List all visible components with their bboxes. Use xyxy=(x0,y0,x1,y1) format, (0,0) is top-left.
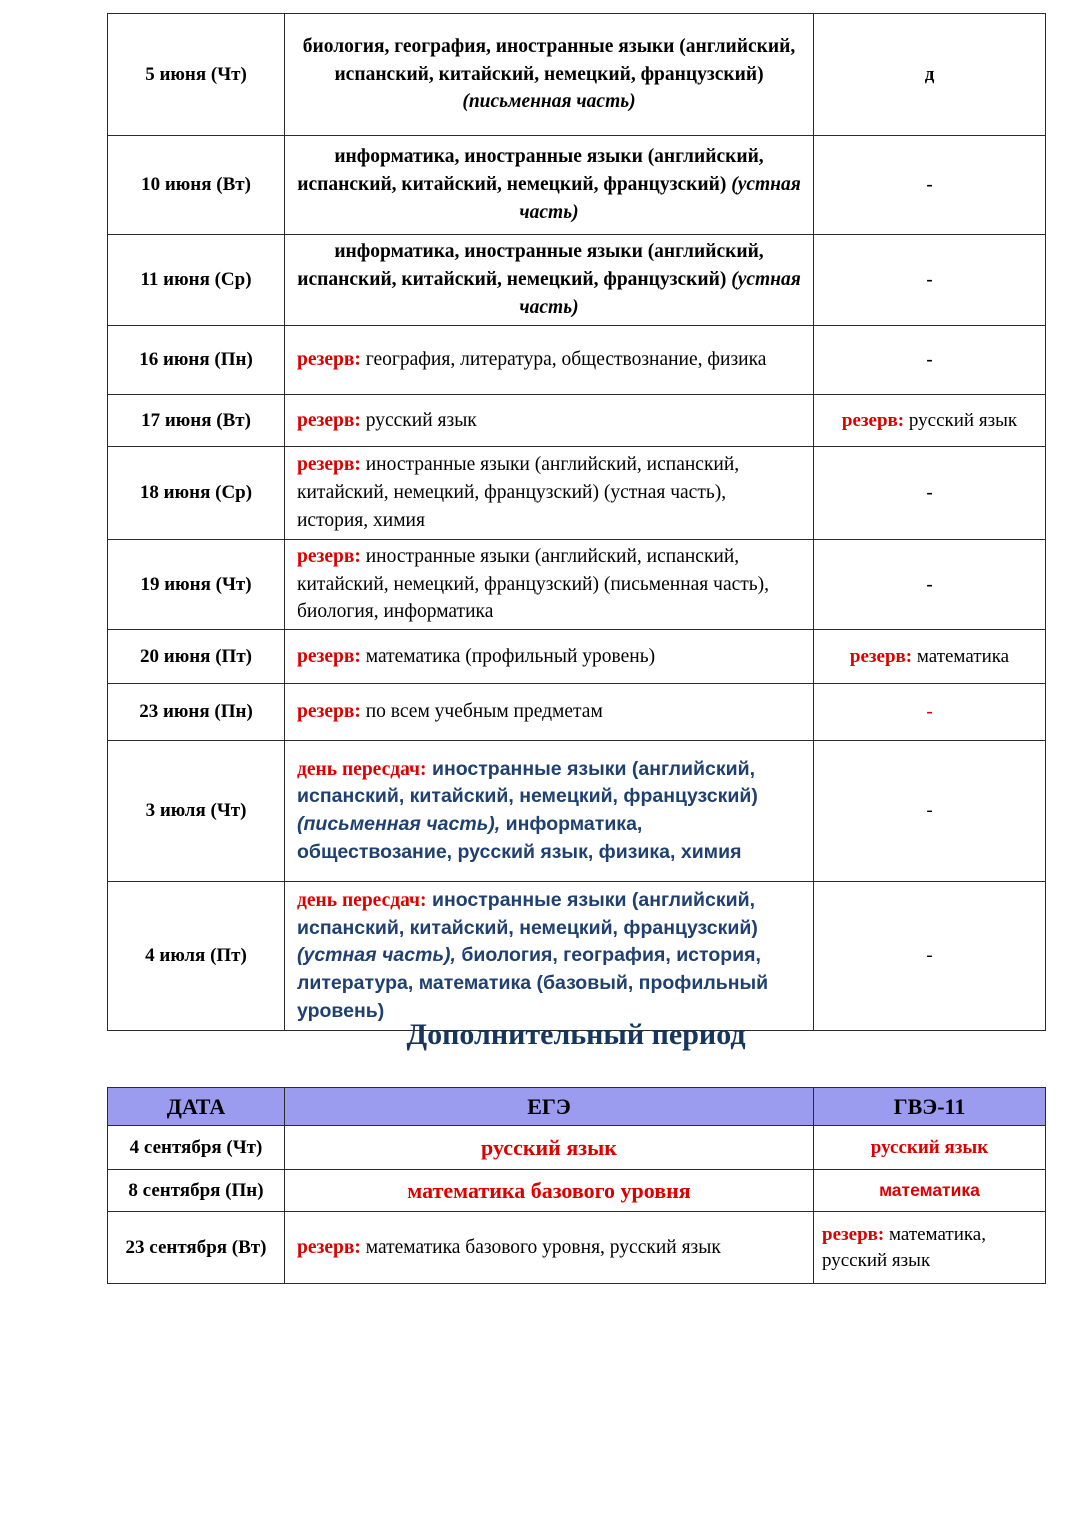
main-schedule-body xyxy=(108,14,1046,1031)
text-segment: резерв: xyxy=(297,409,361,431)
date-cell: 16 июня (Пн) xyxy=(108,326,285,395)
main-schedule-table xyxy=(107,13,1046,1031)
text-segment: (письменная часть) xyxy=(462,91,636,113)
text-segment: по всем учебным предметам xyxy=(360,701,603,723)
section-title: Дополнительный период xyxy=(406,1018,746,1051)
schedule-row xyxy=(108,1170,1046,1212)
text-segment: - xyxy=(926,482,933,504)
text-segment: резерв: xyxy=(297,349,361,371)
text-segment: информатика, обществозание, русский язык, физика, химия xyxy=(297,813,742,863)
ege-cell xyxy=(285,630,814,684)
text-segment: иностранные языки (английский, испанский, китайский, немецкий, французский) xyxy=(297,757,758,808)
ege-cell xyxy=(285,1170,814,1212)
ege-cell xyxy=(285,326,814,395)
gve-cell xyxy=(814,447,1046,540)
text-segment: резерв: xyxy=(841,409,905,431)
schedule-row xyxy=(108,630,1046,684)
date-cell: 17 июня (Вт) xyxy=(108,395,285,447)
gve-cell xyxy=(814,235,1046,326)
text-segment: математика, русский язык xyxy=(822,1223,986,1271)
ege-cell xyxy=(285,447,814,540)
text-segment: день пересдач: xyxy=(297,758,427,780)
text-segment: иностранные языки (английский, испанский, китайский, немецкий, французский) xyxy=(297,888,758,939)
text-segment: резерв: xyxy=(297,454,361,476)
text-segment: иностранные языки (английский, испанский, китайский, немецкий, французский) (письменная часть), биология, информатика xyxy=(297,546,770,623)
ege-cell xyxy=(285,1212,814,1284)
text-segment: русский язык xyxy=(481,1134,617,1160)
date-cell: 20 июня (Пт) xyxy=(108,630,285,684)
gve-cell xyxy=(814,741,1046,882)
header-cell: ЕГЭ xyxy=(285,1088,814,1126)
text-segment: резерв: xyxy=(297,701,361,723)
text-segment: биология, география, иностранные языки (английский, испанский, китайский, немецкий, французский) xyxy=(302,35,796,85)
date-cell: 3 июля (Чт) xyxy=(108,741,285,882)
gve-cell xyxy=(814,684,1046,741)
text-segment: - xyxy=(926,573,933,595)
text-segment: география, литература, обществознание, физика xyxy=(360,349,767,371)
text-segment: (устная часть), xyxy=(297,944,456,967)
ege-cell xyxy=(285,395,814,447)
ege-cell xyxy=(285,136,814,235)
ege-cell xyxy=(285,741,814,882)
text-segment: - xyxy=(926,349,933,371)
text-segment: иностранные языки (английский, испанский, китайский, немецкий, французский) (устная часть), история, химия xyxy=(297,454,740,531)
text-segment: информатика, иностранные языки (английский, испанский, китайский, немецкий, французский) xyxy=(297,241,764,291)
text-segment: - xyxy=(926,174,933,196)
text-segment: - xyxy=(926,701,933,723)
header-cell: ГВЭ-11 xyxy=(814,1088,1046,1126)
text-segment: математика xyxy=(912,645,1010,667)
text-segment: (устная часть) xyxy=(519,269,801,318)
text-segment: русский язык xyxy=(904,409,1018,431)
ege-cell xyxy=(285,540,814,630)
ege-cell xyxy=(285,14,814,136)
text-segment: информатика, иностранные языки (английский, испанский, китайский, немецкий, французский) xyxy=(297,146,764,196)
schedule-row xyxy=(108,882,1046,1031)
text-segment: математика базового уровня, русский язык xyxy=(360,1236,721,1258)
text-segment: день пересдач: xyxy=(297,889,427,911)
text-segment: (устная часть) xyxy=(519,174,801,223)
date-cell: 11 июня (Ср) xyxy=(108,235,285,326)
schedule-row xyxy=(108,395,1046,447)
text-segment: математика базового уровня xyxy=(407,1177,691,1203)
date-cell: 18 июня (Ср) xyxy=(108,447,285,540)
date-cell: 10 июня (Вт) xyxy=(108,136,285,235)
gve-cell xyxy=(814,14,1046,136)
text-segment: - xyxy=(926,945,933,967)
gve-cell xyxy=(814,1170,1046,1212)
ege-cell xyxy=(285,684,814,741)
text-segment: математика (профильный уровень) xyxy=(360,645,656,667)
ege-cell xyxy=(285,235,814,326)
schedule-row xyxy=(108,14,1046,136)
schedule-row xyxy=(108,684,1046,741)
schedule-row xyxy=(108,1212,1046,1284)
schedule-row xyxy=(108,540,1046,630)
header-row xyxy=(108,1088,1046,1126)
text-segment: биология, география, история, литература, математика (базовый, профильный уровень) xyxy=(297,944,769,1022)
schedule-row xyxy=(108,741,1046,882)
text-segment: резерв: xyxy=(297,546,361,567)
ege-cell xyxy=(285,1126,814,1170)
date-cell: 5 июня (Чт) xyxy=(108,14,285,136)
gve-cell xyxy=(814,1212,1046,1284)
text-segment: резерв: xyxy=(849,645,913,667)
date-cell: 8 сентября (Пн) xyxy=(108,1170,285,1212)
schedule-row xyxy=(108,447,1046,540)
additional-period-table xyxy=(107,1087,1046,1284)
text-segment: русский язык xyxy=(360,409,477,431)
text-segment: резерв: xyxy=(297,645,361,667)
text-segment: - xyxy=(926,800,933,822)
text-segment: русский язык xyxy=(870,1136,989,1158)
additional-period-body xyxy=(108,1088,1046,1284)
gve-cell xyxy=(814,326,1046,395)
gve-cell xyxy=(814,136,1046,235)
header-cell: ДАТА xyxy=(108,1088,285,1126)
text-segment: - xyxy=(926,269,933,291)
text-segment: математика xyxy=(879,1179,980,1200)
gve-cell xyxy=(814,882,1046,1031)
ege-cell xyxy=(285,882,814,1031)
date-cell: 4 сентября (Чт) xyxy=(108,1126,285,1170)
date-cell: 19 июня (Чт) xyxy=(108,540,285,630)
gve-cell xyxy=(814,540,1046,630)
date-cell: 23 сентября (Вт) xyxy=(108,1212,285,1284)
date-cell: 23 июня (Пн) xyxy=(108,684,285,741)
schedule-row xyxy=(108,1126,1046,1170)
text-segment: резерв: xyxy=(822,1223,885,1245)
schedule-row xyxy=(108,326,1046,395)
gve-cell xyxy=(814,1126,1046,1170)
text-segment: (письменная часть), xyxy=(297,813,501,836)
text-segment: д xyxy=(924,63,935,85)
text-segment: резерв: xyxy=(297,1236,361,1258)
gve-cell xyxy=(814,395,1046,447)
schedule-row xyxy=(108,235,1046,326)
schedule-row xyxy=(108,136,1046,235)
date-cell: 4 июля (Пт) xyxy=(108,882,285,1031)
gve-cell xyxy=(814,630,1046,684)
